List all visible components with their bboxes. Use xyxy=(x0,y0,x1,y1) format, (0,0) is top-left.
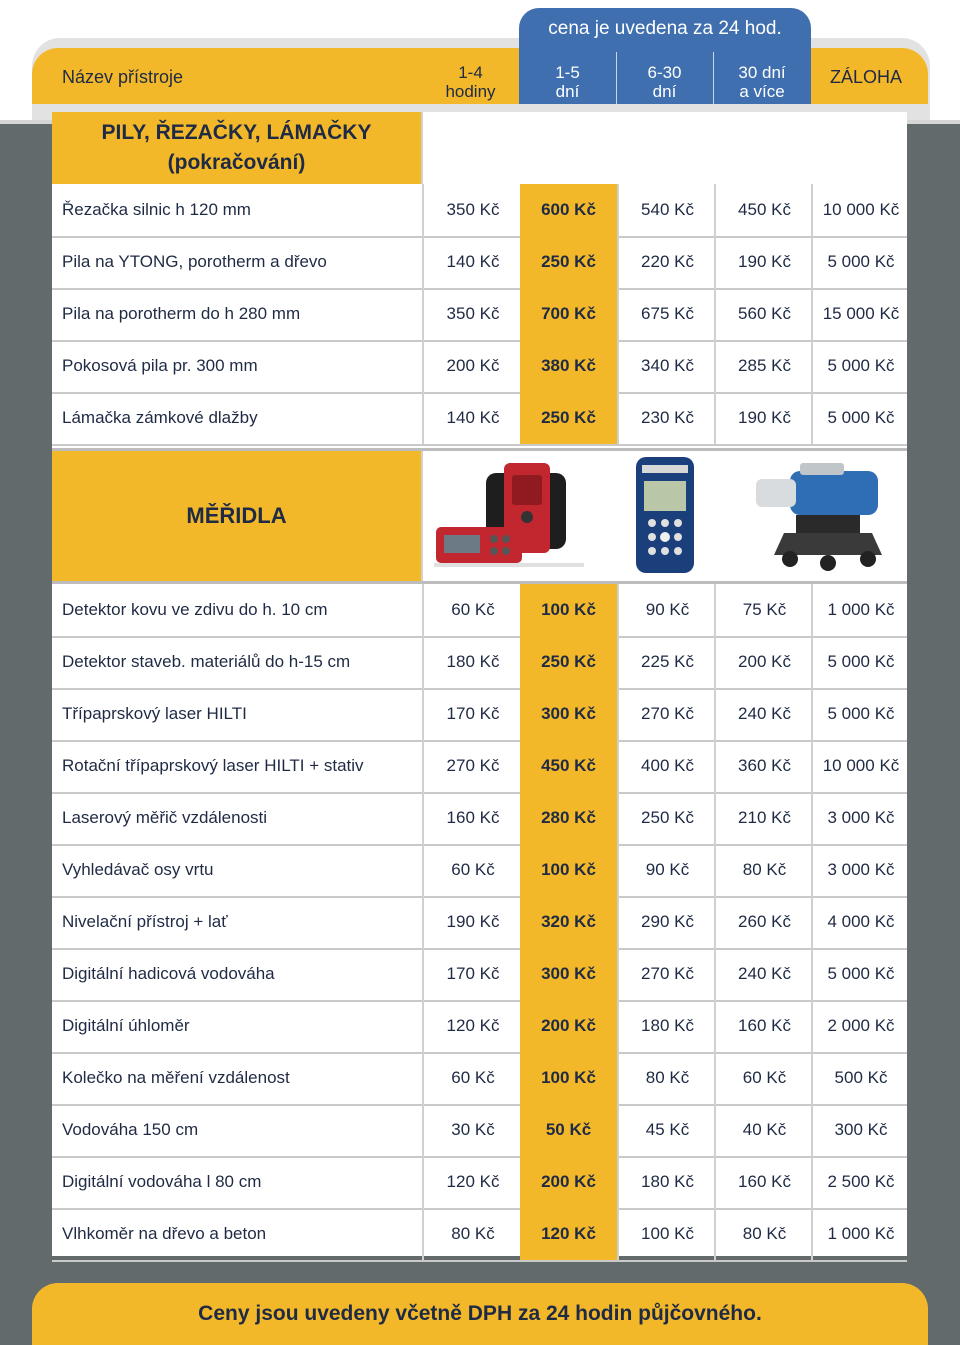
price-6-30-days: 225 Kč xyxy=(617,636,716,688)
price-1-4-hours: 60 Kč xyxy=(422,1052,522,1104)
price-1-5-days: 250 Kč xyxy=(520,392,617,444)
price-30-plus-days: 80 Kč xyxy=(714,1208,813,1260)
price-30-plus-days: 240 Kč xyxy=(714,688,813,740)
item-name: Digitální vodováha l 80 cm xyxy=(62,1172,262,1191)
price-1-5-days: 600 Kč xyxy=(520,184,617,236)
deposit: 3 000 Kč xyxy=(811,844,909,896)
price-30-plus-days: 60 Kč xyxy=(714,1052,813,1104)
price-1-5-days: 50 Kč xyxy=(520,1104,617,1156)
price-1-4-hours: 140 Kč xyxy=(422,236,522,288)
deposit: 2 000 Kč xyxy=(811,1000,909,1052)
price-1-5-days: 300 Kč xyxy=(520,688,617,740)
price-6-30-days: 45 Kč xyxy=(617,1104,716,1156)
price-30-plus-days: 210 Kč xyxy=(714,792,813,844)
table-row xyxy=(52,392,907,446)
item-name: Digitální úhloměr xyxy=(62,1016,190,1035)
price-1-5-days: 700 Kč xyxy=(520,288,617,340)
item-name: Pila na porotherm do h 280 mm xyxy=(62,304,301,323)
frame-left xyxy=(0,124,52,1345)
item-name: Detektor staveb. materiálů do h-15 cm xyxy=(62,652,351,671)
price-1-5-days: 300 Kč xyxy=(520,948,617,1000)
item-name: Vodováha 150 cm xyxy=(62,1120,199,1139)
deposit: 5 000 Kč xyxy=(811,236,909,288)
table-row xyxy=(52,740,907,794)
section-meters-header xyxy=(52,448,907,584)
price-1-5-days: 200 Kč xyxy=(520,1156,617,1208)
price-6-30-days: 180 Kč xyxy=(617,1000,716,1052)
price-1-4-hours: 30 Kč xyxy=(422,1104,522,1156)
price-6-30-days: 400 Kč xyxy=(617,740,716,792)
price-30-plus-days: 260 Kč xyxy=(714,896,813,948)
item-name: Digitální hadicová vodováha xyxy=(62,964,275,983)
price-6-30-days: 270 Kč xyxy=(617,948,716,1000)
price-1-4-hours: 270 Kč xyxy=(422,740,522,792)
table-row xyxy=(52,1208,907,1262)
price-6-30-days: 230 Kč xyxy=(617,392,716,444)
price-group-title: cena je uvedena za 24 hod. xyxy=(548,18,782,39)
price-1-4-hours: 60 Kč xyxy=(422,844,522,896)
section-saws-header xyxy=(52,112,907,184)
item-name: Rotační třípaprskový laser HILTI + stativ xyxy=(62,756,364,775)
price-1-4-hours: 60 Kč xyxy=(422,584,522,636)
deposit: 5 000 Kč xyxy=(811,636,909,688)
item-name: Lámačka zámkové dlažby xyxy=(62,408,258,427)
price-1-4-hours: 200 Kč xyxy=(422,340,522,392)
price-1-4-hours: 140 Kč xyxy=(422,392,522,444)
item-name: Třípaprskový laser HILTI xyxy=(62,704,247,723)
price-1-5-days: 120 Kč xyxy=(520,1208,617,1260)
price-1-4-hours: 80 Kč xyxy=(422,1208,522,1260)
section-meters-title: MĚŘIDLA xyxy=(52,451,421,581)
price-1-5-days: 200 Kč xyxy=(520,1000,617,1052)
table-row xyxy=(52,1156,907,1210)
price-30-plus-days: 160 Kč xyxy=(714,1156,813,1208)
table-row xyxy=(52,1052,907,1106)
column-header-1-4-hours: 1-4 hodiny xyxy=(445,63,496,101)
table-row xyxy=(52,184,907,238)
price-1-5-days: 280 Kč xyxy=(520,792,617,844)
item-name: Detektor kovu ve zdivu do h. 10 cm xyxy=(62,600,328,619)
price-6-30-days: 540 Kč xyxy=(617,184,716,236)
price-1-4-hours: 350 Kč xyxy=(422,288,522,340)
price-1-5-days: 250 Kč xyxy=(520,636,617,688)
laser-distance-meter-image xyxy=(630,455,700,577)
deposit: 2 500 Kč xyxy=(811,1156,909,1208)
saws-table xyxy=(52,184,907,448)
price-1-5-days: 100 Kč xyxy=(520,584,617,636)
deposit: 5 000 Kč xyxy=(811,948,909,1000)
item-name: Vyhledávač osy vrtu xyxy=(62,860,214,879)
optical-level-image xyxy=(750,459,890,575)
column-header-1-5-days: 1-5 dní xyxy=(555,63,580,101)
deposit: 4 000 Kč xyxy=(811,896,909,948)
price-30-plus-days: 560 Kč xyxy=(714,288,813,340)
column-divider xyxy=(421,451,423,581)
item-name: Řezačka silnic h 120 mm xyxy=(62,200,251,219)
price-1-4-hours: 170 Kč xyxy=(422,948,522,1000)
table-row xyxy=(52,288,907,342)
item-name: Laserový měřič vzdálenosti xyxy=(62,808,268,827)
price-30-plus-days: 360 Kč xyxy=(714,740,813,792)
price-1-4-hours: 170 Kč xyxy=(422,688,522,740)
price-1-5-days: 380 Kč xyxy=(520,340,617,392)
meters-table xyxy=(52,584,907,1256)
footer-note: Ceny jsou uvedeny včetně DPH za 24 hodin půjčovného. xyxy=(32,1283,928,1345)
table-row xyxy=(52,340,907,394)
price-30-plus-days: 190 Kč xyxy=(714,392,813,444)
price-30-plus-days: 240 Kč xyxy=(714,948,813,1000)
price-1-5-days: 250 Kč xyxy=(520,236,617,288)
deposit: 300 Kč xyxy=(811,1104,909,1156)
frame-right xyxy=(906,124,960,1345)
price-1-4-hours: 120 Kč xyxy=(422,1000,522,1052)
price-6-30-days: 675 Kč xyxy=(617,288,716,340)
price-6-30-days: 180 Kč xyxy=(617,1156,716,1208)
table-row xyxy=(52,948,907,1002)
price-6-30-days: 270 Kč xyxy=(617,688,716,740)
price-30-plus-days: 200 Kč xyxy=(714,636,813,688)
deposit: 5 000 Kč xyxy=(811,340,909,392)
price-30-plus-days: 40 Kč xyxy=(714,1104,813,1156)
price-30-plus-days: 190 Kč xyxy=(714,236,813,288)
price-6-30-days: 340 Kč xyxy=(617,340,716,392)
item-name: Pokosová pila pr. 300 mm xyxy=(62,356,258,375)
price-1-4-hours: 120 Kč xyxy=(422,1156,522,1208)
column-divider xyxy=(421,112,423,184)
price-1-4-hours: 190 Kč xyxy=(422,896,522,948)
price-6-30-days: 80 Kč xyxy=(617,1052,716,1104)
deposit: 1 000 Kč xyxy=(811,1208,909,1260)
deposit: 3 000 Kč xyxy=(811,792,909,844)
price-6-30-days: 290 Kč xyxy=(617,896,716,948)
price-6-30-days: 90 Kč xyxy=(617,584,716,636)
price-1-4-hours: 350 Kč xyxy=(422,184,522,236)
item-name: Pila na YTONG, porotherm a dřevo xyxy=(62,252,327,271)
table-row xyxy=(52,1000,907,1054)
deposit: 500 Kč xyxy=(811,1052,909,1104)
deposit: 10 000 Kč xyxy=(811,740,909,792)
price-1-5-days: 320 Kč xyxy=(520,896,617,948)
price-30-plus-days: 160 Kč xyxy=(714,1000,813,1052)
table-row xyxy=(52,896,907,950)
deposit: 15 000 Kč xyxy=(811,288,909,340)
price-1-5-days: 450 Kč xyxy=(520,740,617,792)
deposit: 10 000 Kč xyxy=(811,184,909,236)
section-saws-title: PILY, ŘEZAČKY, LÁMAČKY (pokračování) xyxy=(52,112,421,184)
column-header-6-30-days: 6-30 dní xyxy=(647,63,682,101)
item-name: Nivelační přístroj + lať xyxy=(62,912,228,931)
column-header-30-plus-days: 30 dní a více xyxy=(738,63,786,101)
price-30-plus-days: 75 Kč xyxy=(714,584,813,636)
item-name: Vlhkoměr na dřevo a beton xyxy=(62,1224,267,1243)
rotating-laser-image xyxy=(434,457,584,575)
table-row xyxy=(52,584,907,638)
column-header-name: Název přístroje xyxy=(62,66,184,87)
price-1-4-hours: 180 Kč xyxy=(422,636,522,688)
table-row xyxy=(52,844,907,898)
column-header-deposit: ZÁLOHA xyxy=(829,66,903,87)
price-30-plus-days: 285 Kč xyxy=(714,340,813,392)
price-1-5-days: 100 Kč xyxy=(520,1052,617,1104)
table-row xyxy=(52,688,907,742)
price-30-plus-days: 80 Kč xyxy=(714,844,813,896)
table-row xyxy=(52,636,907,690)
price-1-5-days: 100 Kč xyxy=(520,844,617,896)
deposit: 5 000 Kč xyxy=(811,392,909,444)
price-30-plus-days: 450 Kč xyxy=(714,184,813,236)
deposit: 1 000 Kč xyxy=(811,584,909,636)
price-6-30-days: 100 Kč xyxy=(617,1208,716,1260)
deposit: 5 000 Kč xyxy=(811,688,909,740)
price-1-4-hours: 160 Kč xyxy=(422,792,522,844)
table-row xyxy=(52,792,907,846)
item-name: Kolečko na měření vzdálenost xyxy=(62,1068,290,1087)
price-6-30-days: 250 Kč xyxy=(617,792,716,844)
table-row xyxy=(52,236,907,290)
price-6-30-days: 90 Kč xyxy=(617,844,716,896)
table-row xyxy=(52,1104,907,1158)
price-6-30-days: 220 Kč xyxy=(617,236,716,288)
